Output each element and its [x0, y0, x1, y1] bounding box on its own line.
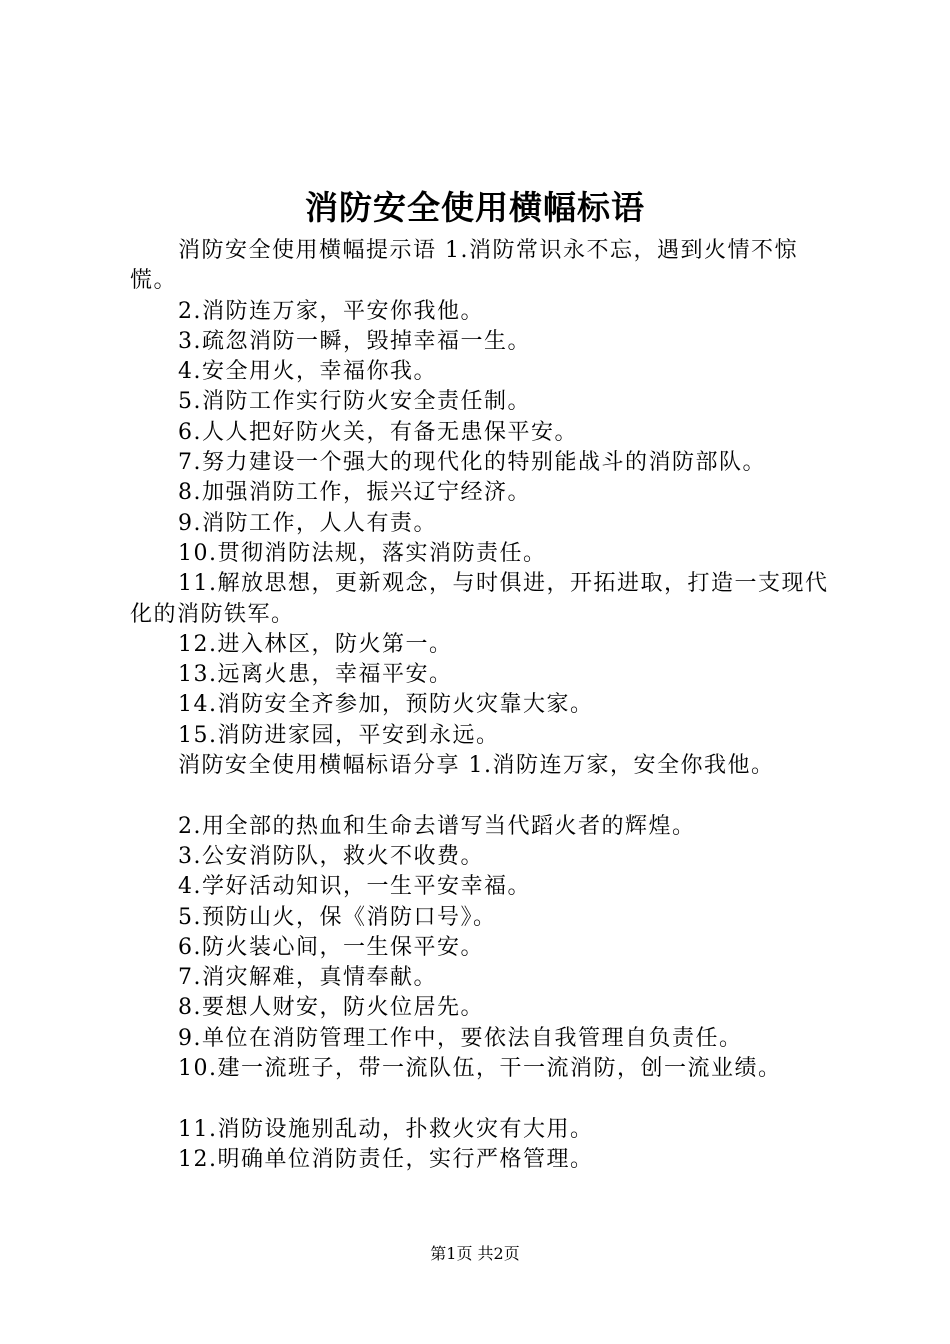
- paragraph: 消防安全使用横幅标语分享 1.消防连万家，安全你我他。: [178, 753, 775, 779]
- paragraph: 8.要想人财安，防火位居先。: [178, 995, 484, 1021]
- paragraph: 3.疏忽消防一瞬，毁掉幸福一生。: [178, 328, 531, 354]
- paragraph: 13.远离火患，幸福平安。: [178, 662, 453, 688]
- paragraph: 8.加强消防工作，振兴辽宁经济。: [178, 480, 531, 506]
- paragraph: 6.人人把好防火关，有备无患保平安。: [178, 419, 578, 445]
- paragraph: 3.公安消防队，救火不收费。: [178, 843, 484, 869]
- paragraph: 11.消防设施别乱动，扑救火灾有大用。: [178, 1116, 594, 1142]
- page-footer: 第1页 共2页: [430, 1244, 520, 1263]
- paragraph: 14.消防安全齐参加，预防火灾靠大家。: [178, 692, 594, 718]
- paragraph: 12.进入林区，防火第一。: [178, 631, 453, 657]
- paragraph: 15.消防进家园，平安到永远。: [178, 722, 500, 748]
- paragraph: 2.用全部的热血和生命去谱写当代蹈火者的辉煌。: [178, 813, 696, 839]
- paragraph: 6.防火装心间，一生保平安。: [178, 934, 484, 960]
- paragraph: 9.消防工作，人人有责。: [178, 510, 437, 536]
- paragraph: 5.预防山火，保《消防口号》。: [178, 904, 497, 930]
- paragraph: 4.学好活动知识，一生平安幸福。: [178, 874, 531, 900]
- paragraph: 10.建一流班子，带一流队伍，干一流消防，创一流业绩。: [178, 1056, 782, 1082]
- document-title: 消防安全使用横幅标语: [305, 188, 645, 227]
- paragraph: 4.安全用火，幸福你我。: [178, 359, 437, 385]
- paragraph: 12.明确单位消防责任，实行严格管理。: [178, 1146, 594, 1172]
- paragraph: 7.努力建设一个强大的现代化的特别能战斗的消防部队。: [178, 450, 766, 476]
- paragraph: 消防安全使用横幅提示语 1.消防常识永不忘，遇到火情不惊慌。: [130, 238, 798, 294]
- paragraph: 2.消防连万家，平安你我他。: [178, 298, 484, 324]
- paragraph: 10.贯彻消防法规，落实消防责任。: [178, 540, 547, 566]
- paragraph: 5.消防工作实行防火安全责任制。: [178, 389, 531, 415]
- paragraph: 11.解放思想，更新观念，与时俱进，开拓进取，打造一支现代化的消防铁军。: [130, 571, 829, 627]
- paragraph: 9.单位在消防管理工作中，要依法自我管理自负责任。: [178, 1025, 743, 1051]
- document-body: [130, 236, 835, 1175]
- paragraph: 7.消灾解难，真情奉献。: [178, 965, 437, 991]
